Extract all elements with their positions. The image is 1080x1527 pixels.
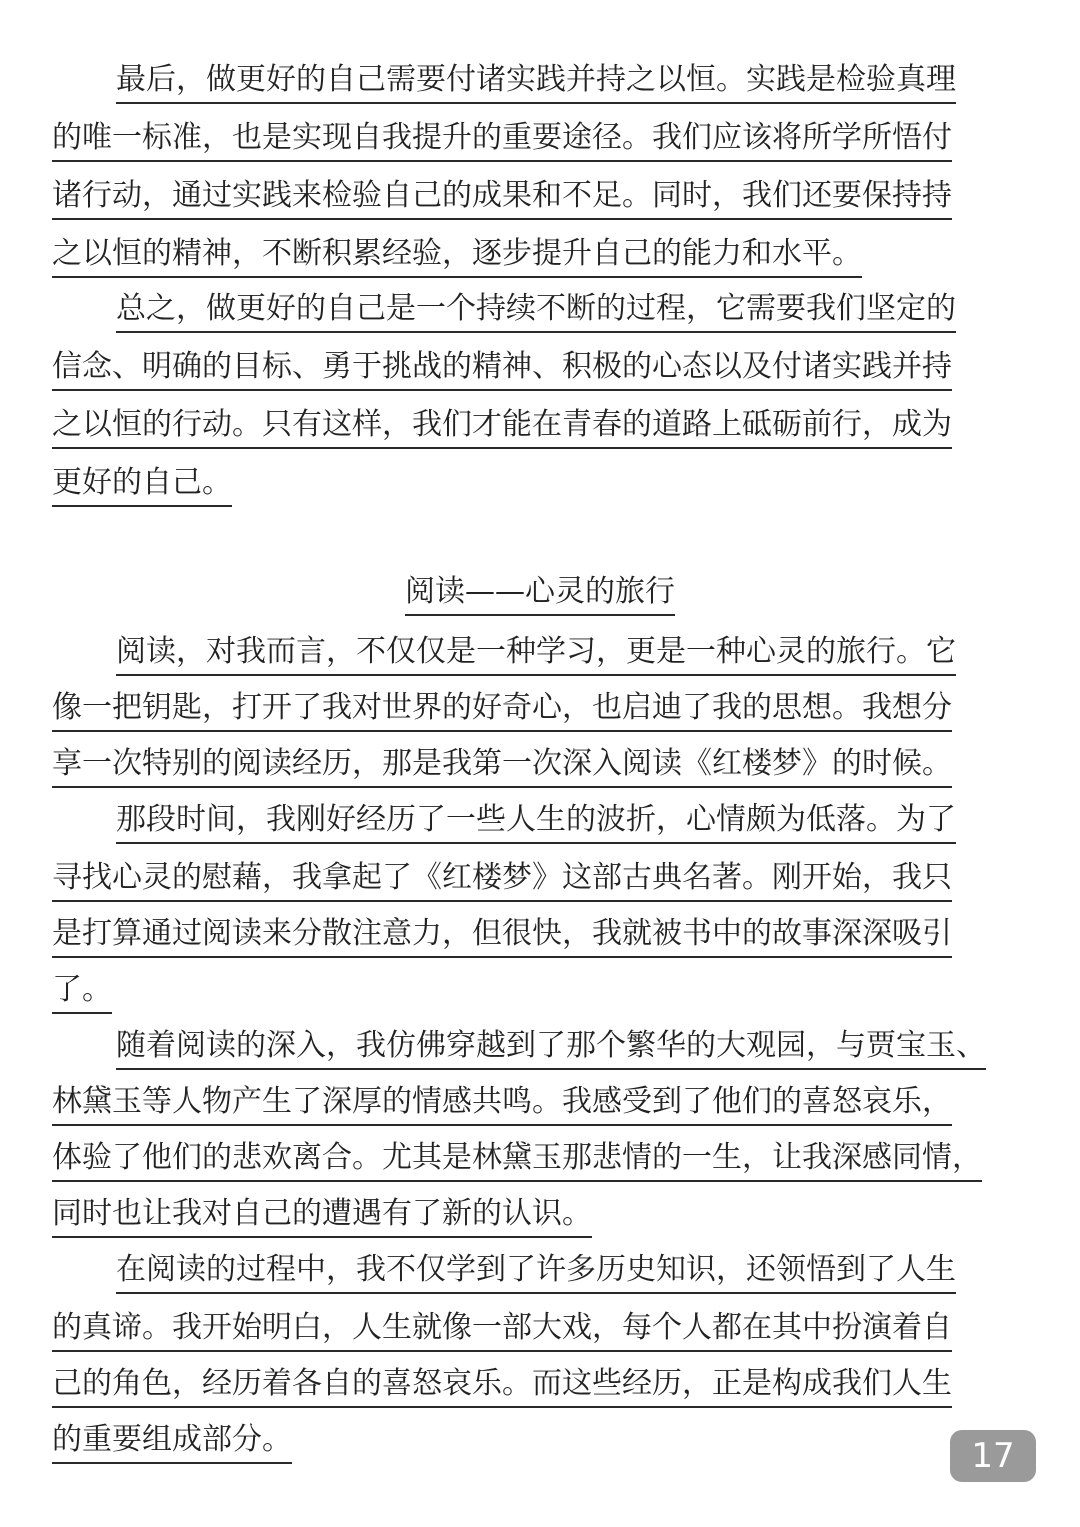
text-line (52, 914, 1032, 972)
line-text: 诸行动，通过实践来检验自己的成果和不足。同时，我们还要保持持 (52, 176, 952, 220)
text-line (52, 289, 1080, 347)
text-line (52, 1026, 1080, 1084)
text-line (52, 1250, 1080, 1308)
text-line (52, 688, 1032, 746)
text-line (52, 405, 1032, 463)
line-text: 阅读，对我而言，不仅仅是一种学习，更是一种心灵的旅行。它 (116, 632, 956, 676)
text-line (52, 1420, 1032, 1478)
line-text: 信念、明确的目标、勇于挑战的精神、积极的心态以及付诸实践并持 (52, 347, 952, 391)
essay-title-text: 阅读——心灵的旅行 (405, 572, 675, 616)
line-text: 最后，做更好的自己需要付诸实践并持之以恒。实践是检验真理 (116, 60, 956, 104)
text-line (52, 234, 1032, 292)
text-line (52, 176, 1032, 234)
line-text: 的重要组成部分。 (52, 1420, 292, 1464)
line-text: 在阅读的过程中，我不仅学到了许多历史知识，还领悟到了人生 (116, 1250, 956, 1294)
text-line (52, 632, 1080, 690)
text-line (52, 1082, 1032, 1140)
text-line (52, 1194, 1032, 1252)
line-text: 是打算通过阅读来分散注意力，但很快，我就被书中的故事深深吸引 (52, 914, 952, 958)
text-line (52, 463, 1032, 521)
line-text: 林黛玉等人物产生了深厚的情感共鸣。我感受到了他们的喜怒哀乐， (52, 1082, 952, 1126)
line-text: 己的角色，经历着各自的喜怒哀乐。而这些经历，正是构成我们人生 (52, 1364, 952, 1408)
line-text: 了。 (52, 970, 112, 1014)
line-text: 像一把钥匙，打开了我对世界的好奇心，也启迪了我的思想。我想分 (52, 688, 952, 732)
text-line (52, 60, 1080, 118)
line-text: 之以恒的精神，不断积累经验，逐步提升自己的能力和水平。 (52, 234, 862, 278)
line-text: 之以恒的行动。只有这样，我们才能在青春的道路上砥砺前行，成为 (52, 405, 952, 449)
page-number-badge: 17 (950, 1430, 1036, 1482)
line-text: 的唯一标准，也是实现自我提升的重要途径。我们应该将所学所悟付 (52, 118, 952, 162)
line-text: 同时也让我对自己的遭遇有了新的认识。 (52, 1194, 592, 1238)
text-line (52, 800, 1080, 858)
line-text: 总之，做更好的自己是一个持续不断的过程，它需要我们坚定的 (116, 289, 956, 333)
line-text: 享一次特别的阅读经历，那是我第一次深入阅读《红楼梦》的时候。 (52, 744, 952, 788)
essay-title (0, 572, 1080, 616)
line-text: 的真谛。我开始明白，人生就像一部大戏，每个人都在其中扮演着自 (52, 1308, 952, 1352)
text-line (52, 1138, 1032, 1196)
line-text: 那段时间，我刚好经历了一些人生的波折，心情颇为低落。为了 (116, 800, 956, 844)
text-line (52, 1364, 1032, 1422)
text-line (52, 118, 1032, 176)
text-line (52, 970, 1032, 1028)
text-line (52, 744, 1032, 802)
line-text: 更好的自己。 (52, 463, 232, 507)
text-line (52, 858, 1032, 916)
line-text: 体验了他们的悲欢离合。尤其是林黛玉那悲情的一生，让我深感同情， (52, 1138, 982, 1182)
text-line (52, 347, 1032, 405)
line-text: 随着阅读的深入，我仿佛穿越到了那个繁华的大观园，与贾宝玉、 (116, 1026, 986, 1070)
line-text: 寻找心灵的慰藉，我拿起了《红楼梦》这部古典名著。刚开始，我只 (52, 858, 952, 902)
text-line (52, 1308, 1032, 1366)
